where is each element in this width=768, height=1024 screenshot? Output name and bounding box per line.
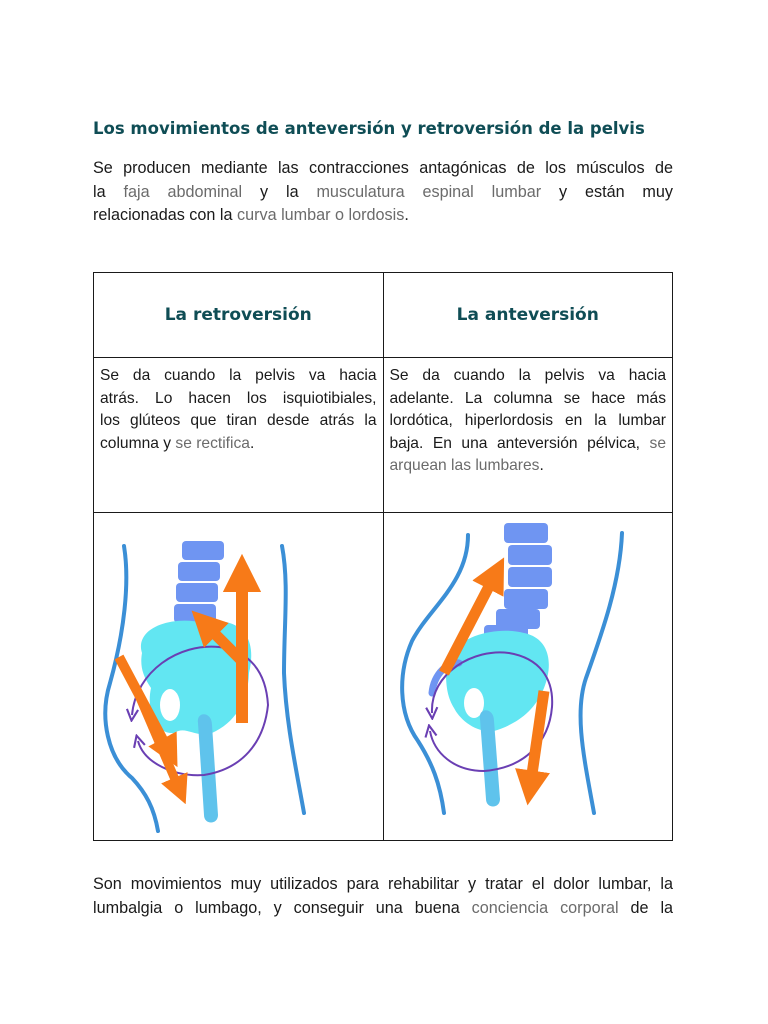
outro-line-2	[93, 897, 673, 921]
se-link[interactable]: se	[649, 434, 666, 452]
anteversion-description	[384, 358, 673, 478]
retro-line-1: Se da cuando la pelvis va hacia	[100, 367, 377, 384]
se-rectifica-link[interactable]: se rectifica	[175, 434, 250, 452]
intro-text: y la	[260, 182, 299, 201]
intro-line-2	[93, 181, 673, 205]
ante-line-3: lordótica, hiperlordosis en la lumbar	[389, 412, 666, 429]
retro-text: columna y	[100, 434, 176, 452]
intro-paragraph	[93, 157, 673, 228]
retro-line-2: atrás. Lo hacen los isquiotibiales,	[100, 389, 377, 407]
faja-abdominal-link[interactable]: faja abdominal	[123, 182, 243, 201]
ante-line-4	[390, 433, 667, 456]
anteversion-illustration	[384, 513, 673, 840]
anteversion-heading: La anteversión	[456, 305, 599, 325]
comparison-table	[93, 272, 673, 841]
musculatura-espinal-link[interactable]: musculatura espinal lumbar	[316, 182, 542, 201]
ante-line-1: Se da cuando la pelvis va hacia	[389, 367, 666, 384]
ante-line-5	[390, 455, 667, 478]
lordosis-link[interactable]: curva lumbar o lordosis	[236, 206, 405, 224]
retroversion-heading: La retroversión	[164, 305, 312, 325]
outro-line-1: Son movimientos muy utilizados para rehabilitar y tratar el dolor lumbar, la	[93, 875, 673, 893]
outro-paragraph	[93, 873, 673, 920]
retro-line-3: los glúteos que tiran desde atrás la	[100, 412, 377, 429]
body-back-outline	[580, 533, 621, 813]
arquean-lumbares-link[interactable]: arquean las lumbares	[389, 457, 540, 474]
intro-text: .	[404, 206, 409, 224]
intro-text: la	[93, 182, 106, 201]
pelvis-hole	[160, 689, 180, 721]
retroversion-description	[94, 358, 383, 455]
outro-text: de la	[630, 898, 674, 917]
intro-text: y están muy	[559, 182, 674, 201]
conciencia-corporal-link[interactable]: conciencia corporal	[471, 898, 619, 917]
anteversion-description-cell	[383, 358, 673, 513]
intro-line-3	[93, 204, 673, 228]
retro-line-4	[100, 433, 377, 456]
ante-text: baja. En una anteversión pélvica,	[389, 434, 650, 452]
retroversion-description-cell	[94, 358, 384, 513]
page-title: Los movimientos de anteversión y retroversión de la pelvis	[93, 119, 645, 138]
pelvis-shape	[141, 621, 251, 735]
anteversion-image-cell	[383, 513, 673, 841]
ante-text: .	[539, 457, 544, 474]
ante-line-2: adelante. La columna se hace más	[389, 389, 666, 407]
intro-line-1: Se producen mediante las contracciones antagónicas de los músculos de	[93, 159, 673, 177]
body-back-outline	[282, 546, 304, 813]
retro-text: .	[249, 434, 255, 452]
intro-text: relacionadas con la	[93, 206, 237, 224]
retroversion-header-cell	[94, 273, 384, 358]
anteversion-header-cell	[383, 273, 673, 358]
retroversion-illustration	[94, 513, 383, 840]
retroversion-image-cell	[94, 513, 384, 841]
outro-text: lumbalgia o lumbago, y conseguir una buena	[93, 898, 460, 917]
